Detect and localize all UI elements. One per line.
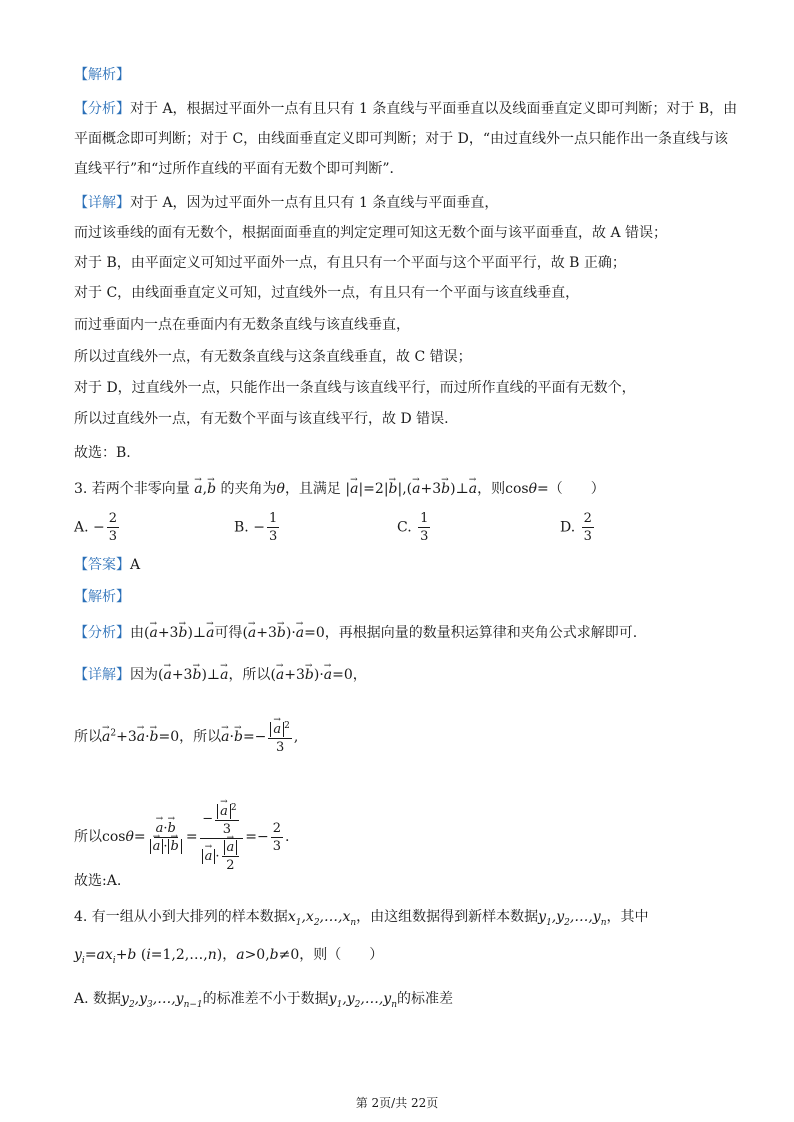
xiangjie-line-7: 对于 D，过直线外一点，只能作出一条直线与该直线平行，而过所作直线的平面有无数个， (74, 380, 636, 396)
q4-option-a: A. 数据$y_2,y_3,\dots,y_{n-1}$的标准差不小于数据$y_1,y_2,\dots,y_n$的标准差 (74, 991, 454, 1010)
fenxi-paragraph-line-1: 【分析】对于 A，根据过平面外一点有且只有 1 条直线与平面垂直以及线面垂直定义即可判断；对于 B，由 (74, 101, 738, 117)
q3-answer: 【答案】A (74, 557, 141, 573)
xiangjie-line-3: 对于 B，由平面定义可知过平面外一点，有且只有一个平面与这个平面平行，故 B 正确； (74, 255, 626, 271)
fenxi-paragraph-line-3: 直线平行”和“过所作直线的平面有无数个即可判断”． (74, 161, 404, 177)
q3-fenxi: 【分析】由(→ a+3→ b)⊥→ a可得(→ a+3→ b)·→ a=0，再根据向量的数量积运算律和夹角公式求解即可. (74, 622, 637, 644)
xiangjie-line-2: 而过该垂线的面有无数个，根据面面垂直的判定定理可知这无数个面与该平面垂直，故 A 错误； (74, 225, 668, 241)
q3-option-b: B. − $\frac{1}{3}$ (234, 511, 278, 544)
xiangjie-line-8: 所以过直线外一点，有无数个平面与该直线平行，故 D 错误. (74, 411, 449, 427)
q4-stem-line-2: $y_i=ax_i+b$ (i=1,2,…,n)，a>0,b≠0，则（ ） (74, 947, 384, 966)
q3-option-a: A. − $\frac{2}{3}$ (74, 511, 118, 544)
select-answer-1: 故选：B. (74, 445, 131, 461)
q3-xiangjie-line-2: 所以→ $a^2+3\to a\cdot\to b=0$，所以→ a·→ b=− → $\frac{a ^2}{3}$ , (74, 718, 298, 756)
xiangjie-line-4: 对于 C，由线面垂直定义可知，过直线外一点，有且只有一个平面与该直线垂直， (74, 285, 580, 301)
q3-option-d: D. $\frac{2}{3}$ (560, 511, 592, 544)
q3-stem: 3. 若两个非零向量 → a,→ b 的夹角为θ，且满足 |→ a|=2|→ b|,(→ a+3→ b)⊥→ a，则cosθ=（ ） (74, 478, 605, 500)
jiexi-heading-1: 【解析】 (74, 67, 130, 83)
page-footer: 第 2页/共 22页 (355, 1096, 439, 1110)
fenxi-paragraph-line-2: 平面概念即可判断；对于 C，由线面垂直定义即可判断；对于 D，“由过直线外一点只能作出一条直线与该 (74, 131, 728, 147)
xiangjie-line-6: 所以过直线外一点，有无数条直线与这条直线垂直，故 C 错误； (74, 349, 472, 365)
q3-option-c: C. $\frac{1}{3}$ (397, 511, 429, 544)
xiangjie-line-5: 而过垂面内一点在垂面内有无数条直线与该直线垂直， (74, 317, 410, 333)
q4-stem-line-1: 4. 有一组从小到大排列的样本数据$x_1,x_2,\dots,x_n$，由这组数据得到新样本数据$y_1,y_2,\dots,y_n$，其中 (74, 909, 649, 928)
q3-xiangjie-line-1: 【详解】因为(→ a+3→ b)⊥→ a，所以(→ a+3→ b)·→ a=0， (74, 664, 367, 686)
q3-jiexi-heading: 【解析】 (74, 589, 130, 605)
q3-xiangjie-line-3: 所以cosθ= → a·→ b → a ·→ b = − → $\frac{a ^2}{3}$ → a · → $\frac{a}{2}$ =− $\frac{2}{3}$ . (74, 800, 289, 874)
q3-select: 故选:A. (74, 873, 122, 889)
xiangjie-line-1: 【详解】对于 A，因为过平面外一点有且只有 1 条直线与平面垂直， (74, 195, 499, 211)
